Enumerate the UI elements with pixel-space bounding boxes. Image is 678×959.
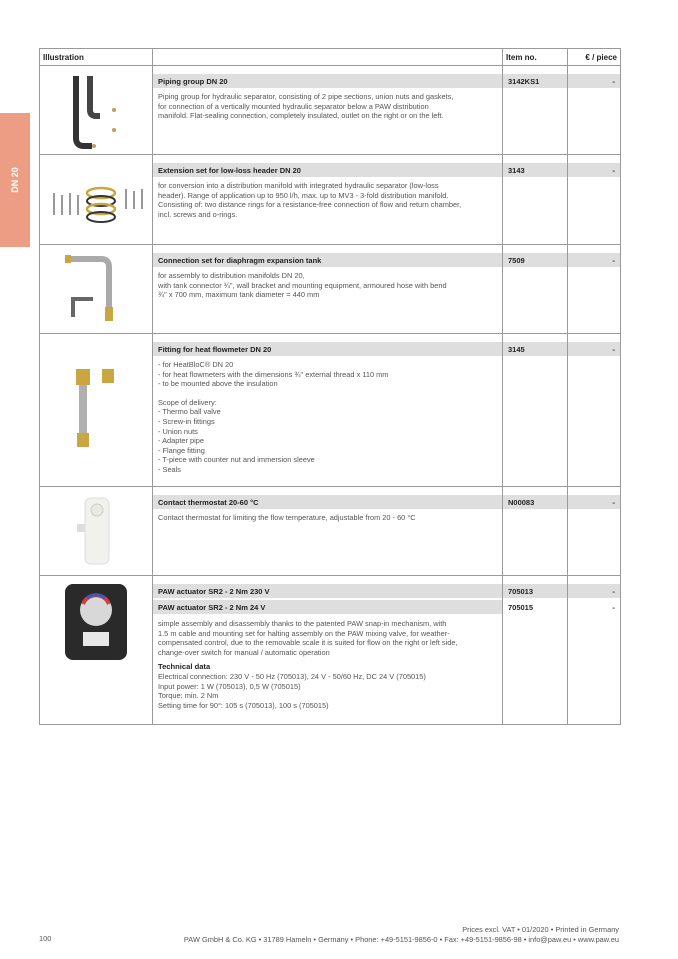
item-cell <box>503 245 568 333</box>
product-title: Piping group DN 20 <box>153 74 502 88</box>
item-no: N00083 <box>503 495 567 509</box>
price-cell <box>568 334 620 486</box>
description-cell <box>153 487 503 575</box>
price-cell <box>568 155 620 244</box>
product-title-2: PAW actuator SR2 - 2 Nm 24 V <box>153 600 502 614</box>
product-description: for conversion into a distribution manifold with integrated hydraulic separator (low-loss header). Range of application up to 950 l/h, max. up to MV3 - 3-fold distribution manifold. Consisting of: two distance rings for a resistance-free connection of flow and return chamber, incl. screws and o-rings. <box>158 181 462 219</box>
price: - <box>568 495 620 509</box>
product-title: PAW actuator SR2 - 2 Nm 230 V <box>153 584 502 598</box>
price: - <box>568 584 620 598</box>
item-no-2: 705015 <box>508 602 534 612</box>
price-2: - <box>612 602 615 612</box>
price-cell <box>568 576 620 724</box>
description-cell <box>153 576 503 724</box>
illustration-thermostat <box>40 487 153 575</box>
item-no: 3145 <box>503 342 567 356</box>
table-row <box>40 487 620 576</box>
illustration-extension-set <box>40 155 153 244</box>
price: - <box>568 342 620 356</box>
product-description: Contact thermostat for limiting the flow temperature, adjustable from 20 - 60 °C <box>158 513 416 522</box>
connection-set-icon <box>61 249 131 329</box>
product-title: Extension set for low-loss header DN 20 <box>153 163 502 177</box>
section-tab-label: DN 20 <box>10 167 20 193</box>
table-row <box>40 576 620 725</box>
product-description: Piping group for hydraulic separator, consisting of 2 pipe sections, union nuts and gaskets, for connection of a vertically mounted hydraulic separator below a PAW distribution manifold. Flat-sealing connection, completely insulated, outlet on the right or on the left. <box>158 92 454 121</box>
illustration-actuator <box>40 576 153 724</box>
product-description: for assembly to distribution manifolds DN 20, with tank connector ¾", wall bracket and mounting equipment, armoured hose with bend ¾" x 700 mm, maximum tank diameter = 440 mm <box>158 271 447 300</box>
header-description <box>153 49 503 65</box>
piping-group-icon <box>66 70 126 150</box>
product-title: Connection set for diaphragm expansion tank <box>153 253 502 267</box>
item-no: 7509 <box>503 253 567 267</box>
item-no: 3143 <box>503 163 567 177</box>
product-description: - for HeatBloC® DN 20 - for heat flowmeters with the dimensions ¾" external thread x 110 mm - to be mounted above the insulation Scope of delivery: - Thermo ball valve - Screw-in fittings - Union nuts - Adapter pipe - Flange fitting - T-piece with counter nut and immersion sleeve - Seals <box>158 360 389 474</box>
item-no: 3142KS1 <box>503 74 567 88</box>
extension-set-icon <box>46 175 146 225</box>
table-row <box>40 66 620 155</box>
table-row <box>40 334 620 487</box>
illustration-piping-group <box>40 66 153 154</box>
header-illustration: Illustration <box>40 49 153 65</box>
thermostat-icon <box>71 494 121 568</box>
price-cell <box>568 487 620 575</box>
product-title: Fitting for heat flowmeter DN 20 <box>153 342 502 356</box>
price-cell <box>568 245 620 333</box>
illustration-connection-set <box>40 245 153 333</box>
footer-company-info: PAW GmbH & Co. KG • 31789 Hameln • Germany • Phone: +49-5151-9856-0 • Fax: +49-5151-9856-98 • info@paw.eu • www.paw.eu <box>183 935 619 944</box>
description-cell <box>153 66 503 154</box>
table-row <box>40 245 620 334</box>
item-no: 705013 <box>503 584 567 598</box>
table-row <box>40 155 620 245</box>
item-cell <box>503 66 568 154</box>
item-cell <box>503 487 568 575</box>
page-number: 100 <box>39 934 52 943</box>
price: - <box>568 163 620 177</box>
item-cell <box>503 155 568 244</box>
description-cell <box>153 334 503 486</box>
price-cell <box>568 66 620 154</box>
illustration-fitting <box>40 334 153 486</box>
header-item-no: Item no. <box>503 49 568 65</box>
item-cell <box>503 576 568 724</box>
product-table <box>39 48 621 725</box>
actuator-icon <box>63 582 129 662</box>
technical-data-heading: Technical data <box>158 662 211 672</box>
product-description: simple assembly and disassembly thanks to the patented PAW snap-in mechanism, with 1.5 m cable and mounting set for halting assembly on the PAW mixing valve, for weather- compensated control, due to the removable scale it is suited for flow on the right or left side, change-over switch for manual / automatic operation Technical data Electrical connection: 230 V - 50 Hz (705013), 24 V - 50/60 Hz, DC 24 V (705015) Input power: 1 W (705013), 0,5 W (705015) Torque: min. 2 Nm Setting time for 90°: 105 s (705013), 100 s (705015) <box>153 614 502 710</box>
description-cell <box>153 245 503 333</box>
description-cell <box>153 155 503 244</box>
price: - <box>568 74 620 88</box>
table-header <box>40 49 620 66</box>
fitting-icon <box>66 365 126 455</box>
product-title: Contact thermostat 20-60 °C <box>153 495 502 509</box>
footer-prices-note: Prices excl. VAT • 01/2020 • Printed in Germany <box>462 925 619 934</box>
section-tab <box>0 113 30 247</box>
item-cell <box>503 334 568 486</box>
price: - <box>568 253 620 267</box>
header-price: € / piece <box>585 52 617 62</box>
